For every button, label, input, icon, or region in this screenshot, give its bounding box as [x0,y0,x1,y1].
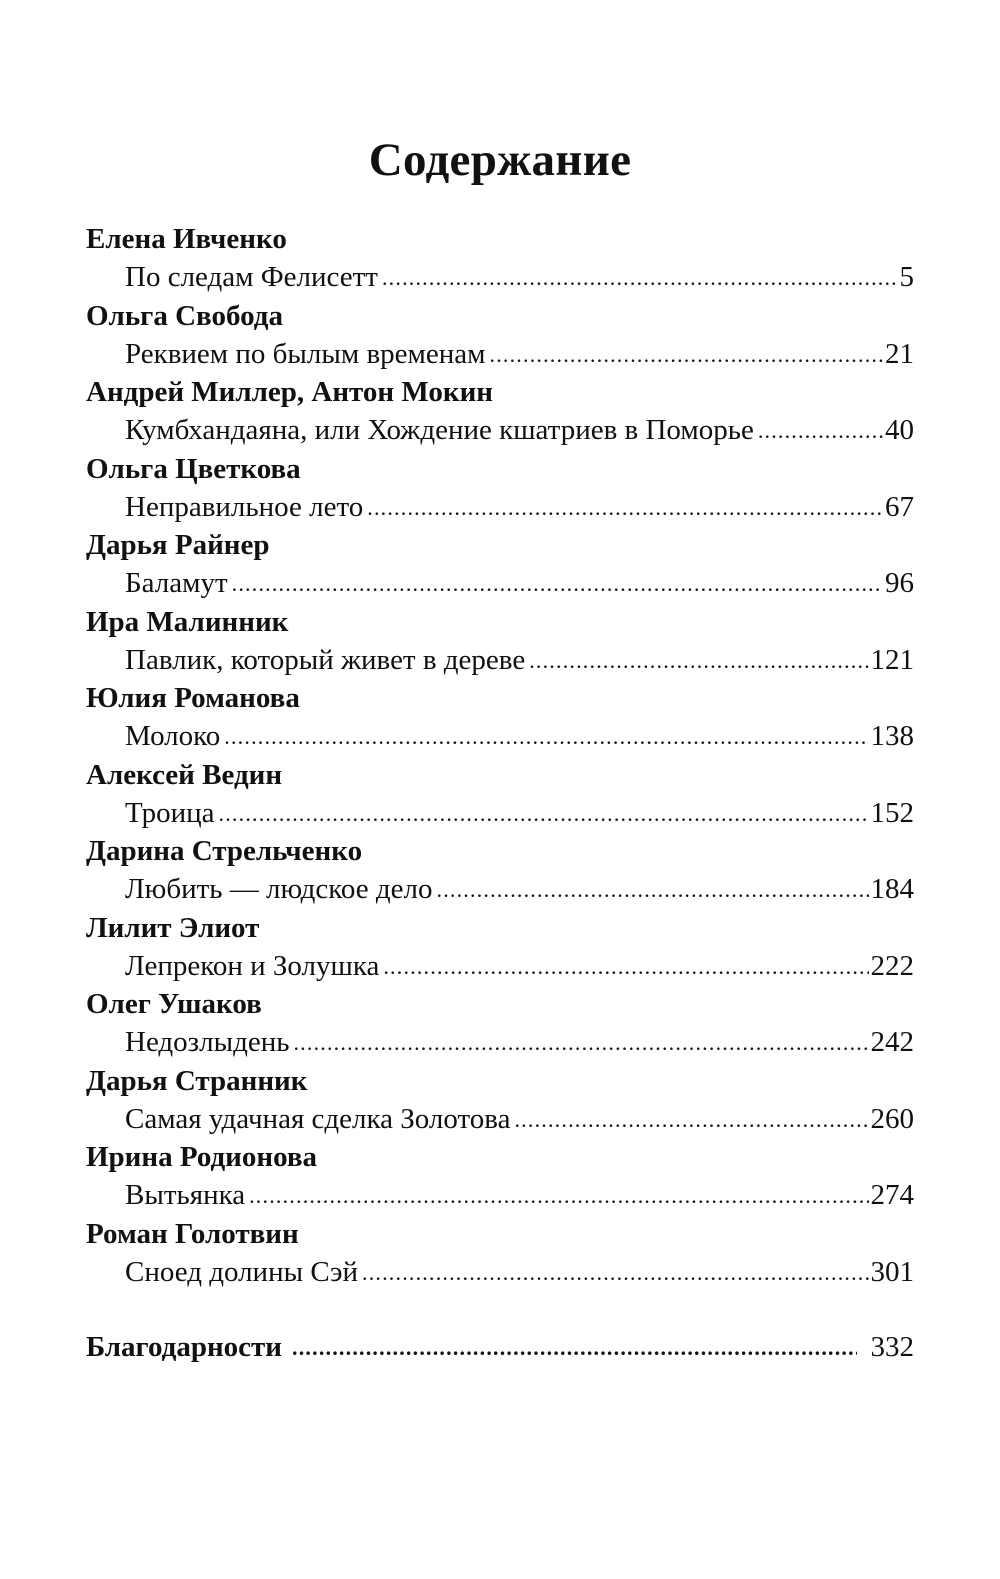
toc-author: Ольга Цветкова [86,452,301,485]
toc-entry [86,641,914,680]
toc-entry-page: 260 [870,1102,914,1135]
toc-author: Дарина Стрельченко [86,835,363,867]
dot-leader [292,1326,856,1368]
toc-entry-title: Троица [125,796,215,829]
toc-author: Ольга Свобода [86,299,283,332]
toc-entry-title: Павлик, который живет в дереве [125,643,526,676]
dot-leader [362,1252,869,1293]
acknowledgements-title: Благодарности [86,1331,283,1363]
toc-entry-title: Недозлыдень [125,1026,290,1058]
toc-author: Дарья Странник [86,1064,308,1097]
toc-entry-title: Реквием по былым временам [125,337,486,370]
toc-author: Лилит Элиот [86,911,260,944]
toc-entry-title: Вытьянка [125,1179,246,1211]
toc-author: Роман Голотвин [86,1217,299,1250]
toc-entry-page: 121 [870,643,914,676]
toc-entry-page: 96 [885,567,914,599]
toc-entry [86,488,914,527]
toc-entry [86,1176,914,1215]
dot-leader [382,257,898,298]
toc-author: Андрей Миллер, Антон Мокин [86,376,493,408]
toc-entry-title: Кумбхандаяна, или Хождение кшатриев в Поморье [125,414,754,446]
toc-author: Алексей Ведин [86,758,283,791]
toc-entry-page: 5 [899,261,914,293]
toc-entry-page: 274 [870,1179,914,1211]
toc-entry-title: Любить — людское дело [125,873,433,905]
toc-entry-page: 138 [870,720,914,752]
dot-leader [514,1099,868,1140]
toc-entry-title: Лепрекон и Золушка [125,949,380,982]
dot-leader [219,793,869,834]
page-title: Содержание [368,134,632,186]
toc-author: Олег Ушаков [86,988,262,1020]
toc-entry-title: Самая удачная сделка Золотова [125,1102,511,1135]
dot-leader [293,1022,868,1063]
toc-entry-page: 301 [870,1255,914,1288]
toc-entry [86,1100,914,1139]
toc-entry [86,717,914,756]
toc-entry [86,335,914,374]
toc-entry [86,411,914,450]
toc-entry-title: По следам Фелисетт [125,261,378,293]
toc-acknowledgements [86,1327,914,1367]
dot-leader [383,946,868,987]
toc-author: Ирина Родионова [86,1141,318,1173]
toc-entry-page: 40 [885,414,914,446]
dot-leader [232,563,883,604]
toc-entry-page: 21 [885,337,914,370]
toc-author: Ира Малинник [86,605,289,638]
dot-leader [437,869,869,910]
toc-entry [86,258,914,297]
toc-entry-page: 242 [870,1026,914,1058]
acknowledgements-page: 332 [870,1331,914,1363]
toc-author: Елена Ивченко [86,223,287,255]
toc-entry-title: Баламут [125,567,228,599]
toc-entry-page: 67 [885,490,914,523]
toc-entry [86,870,914,909]
toc-author: Дарья Райнер [86,529,270,561]
toc-entry [86,1253,914,1292]
toc-entry [86,1023,914,1062]
toc-entry-page: 222 [870,949,914,982]
dot-leader [758,410,883,451]
dot-leader [224,716,868,757]
toc-entry-page: 184 [870,873,914,905]
toc-entry [86,794,914,833]
toc-entry [86,947,914,986]
toc-entry [86,564,914,603]
toc-author: Юлия Романова [86,682,300,714]
toc-entry-title: Сноед долины Сэй [125,1255,358,1288]
dot-leader [249,1175,868,1216]
dot-leader [490,334,884,375]
dot-leader [529,640,868,681]
toc-entry-title: Неправильное лето [125,490,364,523]
toc-entry-title: Молоко [125,720,221,752]
table-of-contents [86,220,914,1367]
dot-leader [367,487,883,528]
toc-entry-page: 152 [870,796,914,829]
